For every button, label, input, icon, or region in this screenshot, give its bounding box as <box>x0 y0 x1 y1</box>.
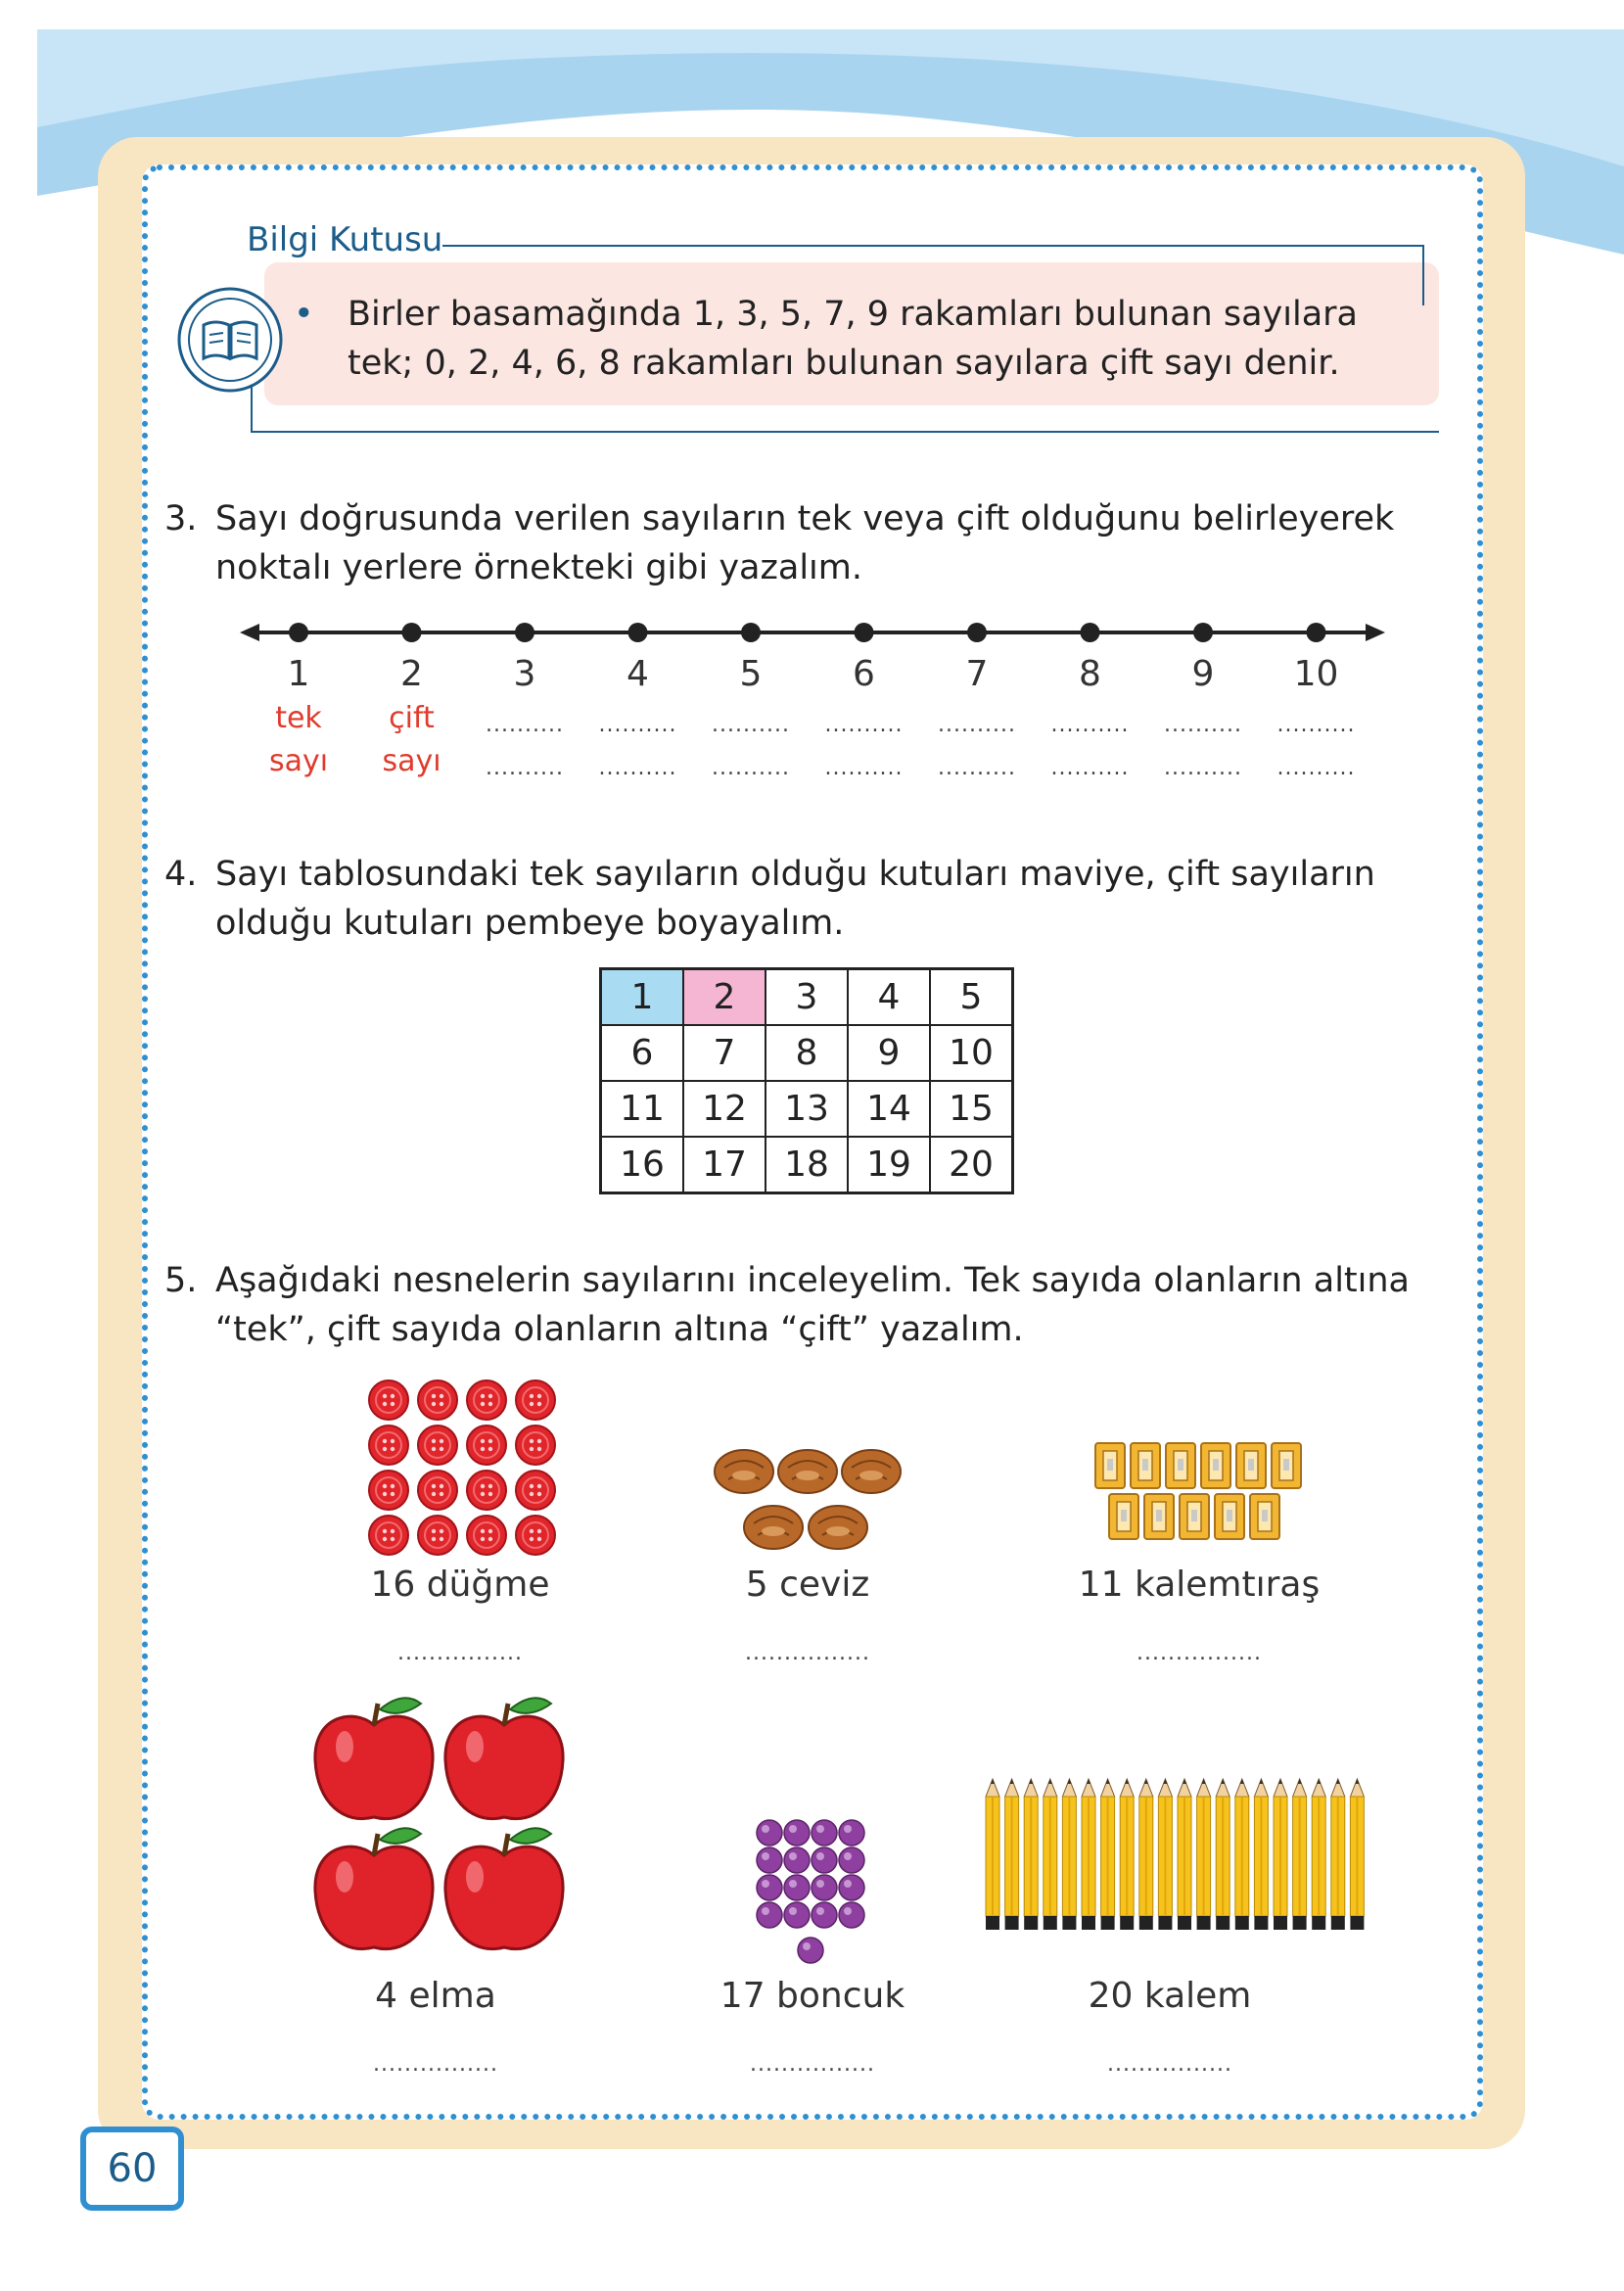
answer-blank[interactable]: .......... <box>712 713 790 737</box>
table-cell[interactable]: 15 <box>930 1081 1013 1137</box>
answer-blank[interactable]: .......... <box>938 713 1016 737</box>
table-cell[interactable]: 7 <box>683 1025 766 1081</box>
answer-blank[interactable]: .......... <box>1164 756 1242 780</box>
number-line-label: 3 <box>513 654 536 694</box>
table-cell[interactable]: 2 <box>683 969 766 1026</box>
table-cell[interactable]: 8 <box>766 1025 848 1081</box>
number-line-label: 4 <box>626 654 649 694</box>
table-cell[interactable]: 3 <box>766 969 848 1026</box>
table-row <box>601 1137 1013 1193</box>
number-line-point <box>402 623 422 642</box>
number-line-point <box>1193 623 1213 642</box>
object-caption: 4 elma <box>375 1976 496 2016</box>
answer-blank[interactable]: .......... <box>598 756 677 780</box>
table-cell[interactable]: 10 <box>930 1025 1013 1081</box>
answer-blank[interactable]: .......... <box>486 713 564 737</box>
example-answer: tek sayı <box>268 701 329 778</box>
table-cell[interactable]: 12 <box>683 1081 766 1137</box>
table-row <box>601 1025 1013 1081</box>
bullet: • <box>294 295 314 334</box>
table-cell[interactable]: 9 <box>848 1025 930 1081</box>
answer-blank[interactable]: .......... <box>1050 756 1130 780</box>
info-sentence: Birler basamağında 1, 3, 5, 7, 9 rakamları bulunan sayılara tek; 0, 2, 4, 6, 8 rakamları bulunan sayılara çift sayı denir. <box>348 295 1358 383</box>
number-table <box>599 967 1014 1194</box>
answer-blank[interactable]: .......... <box>1276 713 1356 737</box>
table-cell[interactable]: 4 <box>848 969 930 1026</box>
number-line-point <box>741 623 761 642</box>
number-line-label: 1 <box>287 654 310 694</box>
table-cell[interactable]: 1 <box>601 969 684 1026</box>
number-line-label: 9 <box>1191 654 1215 694</box>
answer-blank[interactable]: .......... <box>1164 713 1242 737</box>
table-cell[interactable]: 5 <box>930 969 1013 1026</box>
answer-blank[interactable]: .......... <box>824 713 904 737</box>
object-caption: 20 kalem <box>1088 1976 1252 2016</box>
object-caption: 16 düğme <box>370 1565 550 1605</box>
question-text: Sayı tablosundaki tek sayıların olduğu kutuları maviye, çift sayıların olduğu kutuları pembeye boyayalım. <box>215 855 1375 943</box>
number-line-label: 7 <box>965 654 989 694</box>
table-cell[interactable]: 14 <box>848 1081 930 1137</box>
table-cell[interactable]: 18 <box>766 1137 848 1193</box>
button-icon <box>367 1379 558 1557</box>
object-caption: 11 kalemtıraş <box>1078 1565 1321 1605</box>
number-line-label: 8 <box>1079 654 1101 694</box>
answer-blank[interactable]: ................ <box>373 2052 498 2077</box>
table-cell[interactable]: 17 <box>683 1137 766 1193</box>
object-caption: 17 boncuk <box>719 1976 905 2016</box>
table-cell[interactable]: 6 <box>601 1025 684 1081</box>
answer-blank[interactable]: .......... <box>712 756 790 780</box>
info-box-title: Bilgi Kutusu <box>247 220 443 259</box>
number-line-label: 6 <box>853 654 875 694</box>
info-frame-line <box>442 245 1423 247</box>
book-icon <box>176 286 284 394</box>
info-frame-line <box>251 431 1439 433</box>
question-text: Sayı doğrusunda verilen sayıların tek veya çift olduğunu belirleyerek noktalı yerlere örnekteki gibi yazalım. <box>215 499 1395 587</box>
answer-blank[interactable]: .......... <box>1276 756 1356 780</box>
question-number: 5. <box>164 1261 198 1300</box>
example-answer: çift sayı <box>382 701 441 778</box>
question-number: 4. <box>164 855 198 894</box>
question-number: 3. <box>164 499 198 538</box>
number-line-point <box>515 623 534 642</box>
answer-blank[interactable]: ................ <box>397 1641 523 1665</box>
number-line-label: 5 <box>739 654 763 694</box>
bead-icon <box>754 1819 871 1966</box>
number-line-point <box>289 623 308 642</box>
table-cell[interactable]: 13 <box>766 1081 848 1137</box>
answer-blank[interactable]: .......... <box>938 756 1016 780</box>
table-row <box>601 969 1013 1026</box>
answer-blank[interactable]: .......... <box>486 756 564 780</box>
table-row <box>601 1081 1013 1137</box>
page-number: 60 <box>80 2127 184 2211</box>
question-text: Aşağıdaki nesnelerin sayılarını inceleyelim. Tek sayıda olanların altına “tek”, çift sayıda olanların altına “çift” yazalım. <box>215 1261 1410 1349</box>
answer-blank[interactable]: .......... <box>1050 713 1130 737</box>
object-caption: 5 ceviz <box>745 1565 870 1605</box>
answer-blank[interactable]: .......... <box>598 713 677 737</box>
apple-icon <box>313 1694 568 1963</box>
number-line-point <box>1081 623 1100 642</box>
number-line-point <box>1307 623 1326 642</box>
number-line-point <box>628 623 648 642</box>
walnut-icon <box>713 1447 904 1560</box>
table-cell[interactable]: 16 <box>601 1137 684 1193</box>
number-line-point <box>855 623 874 642</box>
answer-blank[interactable]: .......... <box>824 756 904 780</box>
answer-blank[interactable]: ................ <box>750 2052 875 2077</box>
number-line-label: 10 <box>1293 654 1339 694</box>
sharpener-icon <box>1091 1437 1312 1545</box>
answer-blank[interactable]: ................ <box>745 1641 870 1665</box>
number-line-point <box>967 623 987 642</box>
number-line-label: 2 <box>400 654 423 694</box>
table-cell[interactable]: 19 <box>848 1137 930 1193</box>
pencil-icon <box>982 1777 1373 1934</box>
answer-blank[interactable]: ................ <box>1107 2052 1232 2077</box>
table-cell[interactable]: 20 <box>930 1137 1013 1193</box>
answer-blank[interactable]: ................ <box>1137 1641 1262 1665</box>
number-line <box>240 615 1385 650</box>
table-cell[interactable]: 11 <box>601 1081 684 1137</box>
